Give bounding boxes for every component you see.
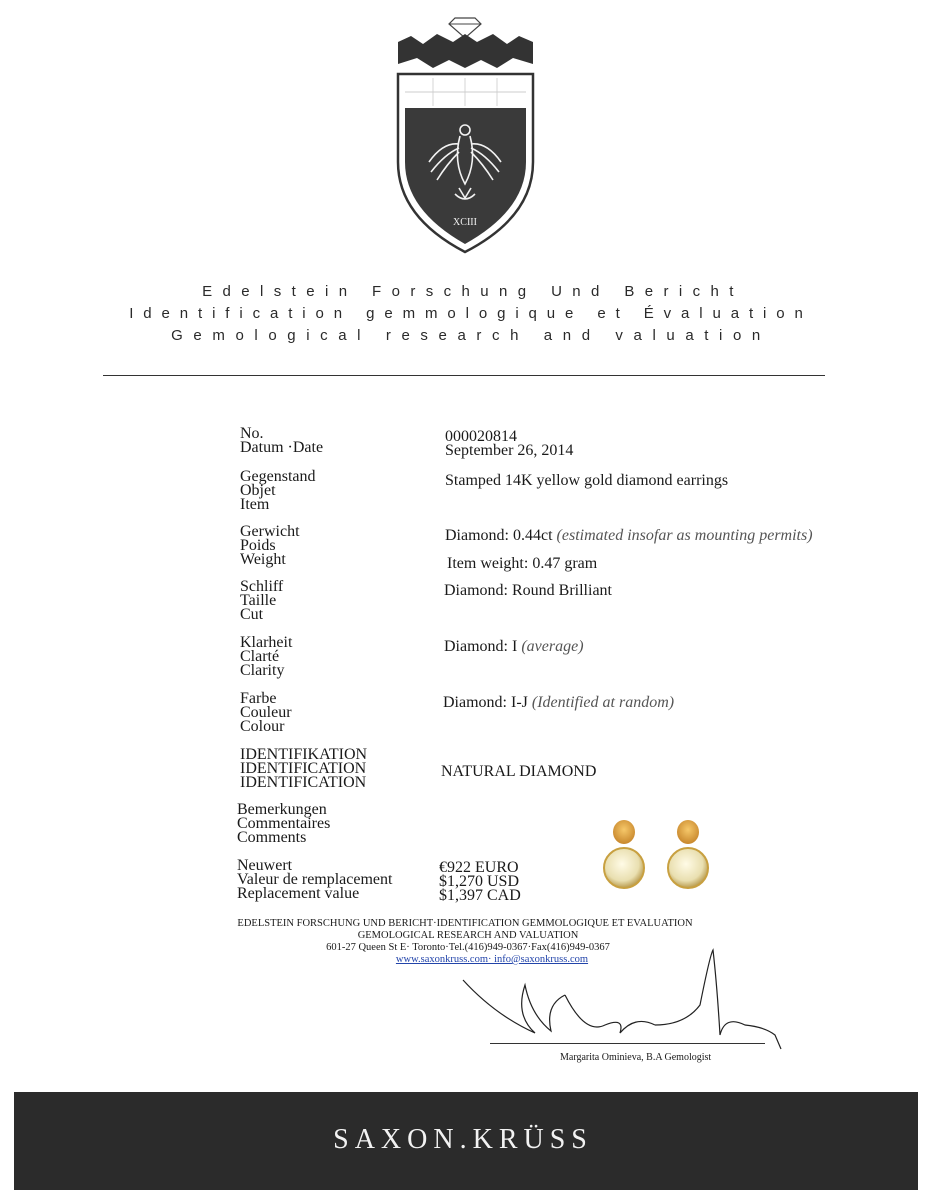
label-date: Datum ·Date xyxy=(240,439,324,456)
label-taille: Taille xyxy=(240,592,277,609)
number-date-labels xyxy=(240,427,323,455)
colour-grade: Diamond: I-J xyxy=(443,694,528,711)
label-gerwicht: Gerwicht xyxy=(240,523,300,540)
value-eur: €922 EURO xyxy=(439,859,519,876)
item-weight: Item weight: 0.47 gram xyxy=(447,555,598,572)
signer-name: Margarita Ominieva, B.A Gemologist xyxy=(560,1052,712,1063)
footer-line-2: GEMOLOGICAL RESEARCH AND VALUATION xyxy=(357,930,579,941)
label-replacement-value: Replacement value xyxy=(237,885,360,902)
signature xyxy=(455,945,795,1055)
label-klarheit: Klarheit xyxy=(240,634,293,651)
label-no: No. xyxy=(240,425,264,442)
report-number: 000020814 xyxy=(445,428,517,445)
clarity-grade: Diamond: I xyxy=(444,638,518,655)
footer-links[interactable]: www.saxonkruss.com· info@saxonkruss.com xyxy=(395,954,589,965)
label-comments: Comments xyxy=(237,829,307,846)
item-labels xyxy=(240,470,316,512)
heading-french: Identification gemmologique et Évaluation xyxy=(129,305,813,322)
item-value: Stamped 14K yellow gold diamond earrings xyxy=(445,472,729,489)
footer-line-1: EDELSTEIN FORSCHUNG UND BERICHT·IDENTIFICATION GEMMOLOGIQUE ET EVALUATION xyxy=(237,918,693,929)
label-gegenstand: Gegenstand xyxy=(240,468,316,485)
label-schliff: Schliff xyxy=(240,578,284,595)
label-clarity: Clarity xyxy=(240,662,285,679)
comments-labels xyxy=(237,803,330,845)
label-couleur: Couleur xyxy=(240,704,292,721)
cut-labels xyxy=(240,580,283,622)
cut-value: Diamond: Round Brilliant xyxy=(444,582,612,599)
label-farbe: Farbe xyxy=(240,690,277,707)
colour-note: (Identified at random) xyxy=(531,694,675,711)
label-identification-en: IDENTIFICATION xyxy=(240,774,367,791)
header-divider xyxy=(103,375,825,376)
label-identification-fr: IDENTIFICATION xyxy=(240,760,367,777)
label-clarte: Clarté xyxy=(240,648,280,665)
value-cad: $1,397 CAD xyxy=(439,887,521,904)
label-commentaires: Commentaires xyxy=(237,815,331,832)
label-poids: Poids xyxy=(240,537,276,554)
label-valeur: Valeur de remplacement xyxy=(237,871,393,888)
label-colour: Colour xyxy=(240,718,285,735)
weight-note: (estimated insofar as mounting permits) xyxy=(556,527,813,544)
label-identifikation: IDENTIFIKATION xyxy=(240,746,368,763)
replacement-labels xyxy=(237,859,392,901)
colour-labels xyxy=(240,692,292,734)
label-objet: Objet xyxy=(240,482,276,499)
report-date: September 26, 2014 xyxy=(445,442,574,459)
clarity-note: (average) xyxy=(521,638,584,655)
label-weight: Weight xyxy=(240,551,286,568)
footer-line-3: 601-27 Queen St E· Toronto·Tel.(416)949-0367·Fax(416)949-0367 xyxy=(326,942,610,953)
heading-german: Edelstein Forschung Und Bericht xyxy=(202,283,744,300)
crown-ornament xyxy=(398,34,533,68)
brand-name: SAXON.KRÜSS xyxy=(333,1124,593,1155)
label-cut: Cut xyxy=(240,606,264,623)
label-item: Item xyxy=(240,496,270,513)
crest-logo xyxy=(393,12,538,257)
weight-value xyxy=(445,529,813,543)
heading-english: Gemological research and valuation xyxy=(171,327,771,344)
earrings-photo xyxy=(596,812,728,894)
earring-left xyxy=(604,820,644,888)
label-neuwert: Neuwert xyxy=(237,857,293,874)
earring-right xyxy=(668,820,708,888)
identification-labels xyxy=(240,748,367,790)
colour-value xyxy=(443,696,674,710)
diamond-weight: Diamond: 0.44ct xyxy=(445,527,553,544)
identification-value: NATURAL DIAMOND xyxy=(441,763,597,780)
signature-line xyxy=(490,1043,765,1044)
weight-labels xyxy=(240,525,300,567)
label-bemerkungen: Bemerkungen xyxy=(237,801,327,818)
clarity-value xyxy=(444,640,584,654)
value-usd: $1,270 USD xyxy=(439,873,520,890)
clarity-labels xyxy=(240,636,292,678)
crest-motto: XCIII xyxy=(453,217,477,228)
